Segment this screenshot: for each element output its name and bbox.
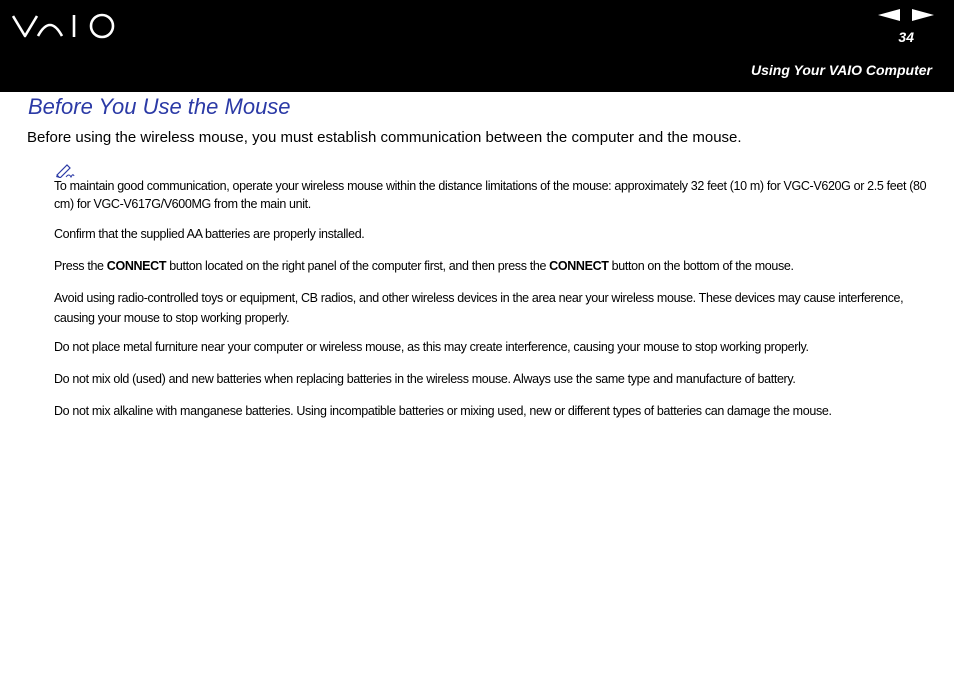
paragraph-old-new-batteries: Do not mix old (used) and new batteries when replacing batteries in the wireless mouse. Always use the same type and manufacture of battery. [54,372,796,386]
paragraph-alkaline-manganese: Do not mix alkaline with manganese batteries. Using incompatible batteries or mixing used, new or different types of batteries can damage the mouse. [54,404,832,418]
vaio-logo [12,12,120,40]
page-number: 34 [898,29,914,45]
connect-label-1: CONNECT [106,259,167,273]
connect-label-2: CONNECT [549,259,609,273]
intro-paragraph: Before using the wireless mouse, you must establish communication between the computer and the mouse. [27,129,742,146]
paragraph-connect [54,256,934,276]
paragraph-metal-furniture: Do not place metal furniture near your computer or wireless mouse, as this may create interference, causing your mouse to stop working properly. [54,340,809,354]
pencil-note-icon [55,162,75,178]
connect-text-2: button located on the right panel of the computer first, and then press the [166,259,550,273]
note-text: To maintain good communication, operate your wireless mouse within the distance limitations of the mouse: approximately 32 feet (10 m) for VGC-V620G or 2.5 feet (80 cm) for VGC-V617G/V600MG from the main unit. [54,179,927,211]
page-header [0,0,954,92]
page-title: Before You Use the Mouse [28,94,291,119]
paragraph-batteries: Confirm that the supplied AA batteries are properly installed. [54,227,365,241]
section-title: Using Your VAIO Computer [751,62,932,78]
next-page-icon[interactable] [912,8,934,22]
connect-text-1: Press the [54,259,107,273]
paragraph-interference: Avoid using radio-controlled toys or equipment, CB radios, and other wireless devices in the area near your wireless mouse. These devices may cause interference, causing your mouse to stop working properly. [54,291,904,325]
connect-text-3: button on the bottom of the mouse. [608,259,794,273]
previous-page-icon[interactable] [878,8,900,22]
